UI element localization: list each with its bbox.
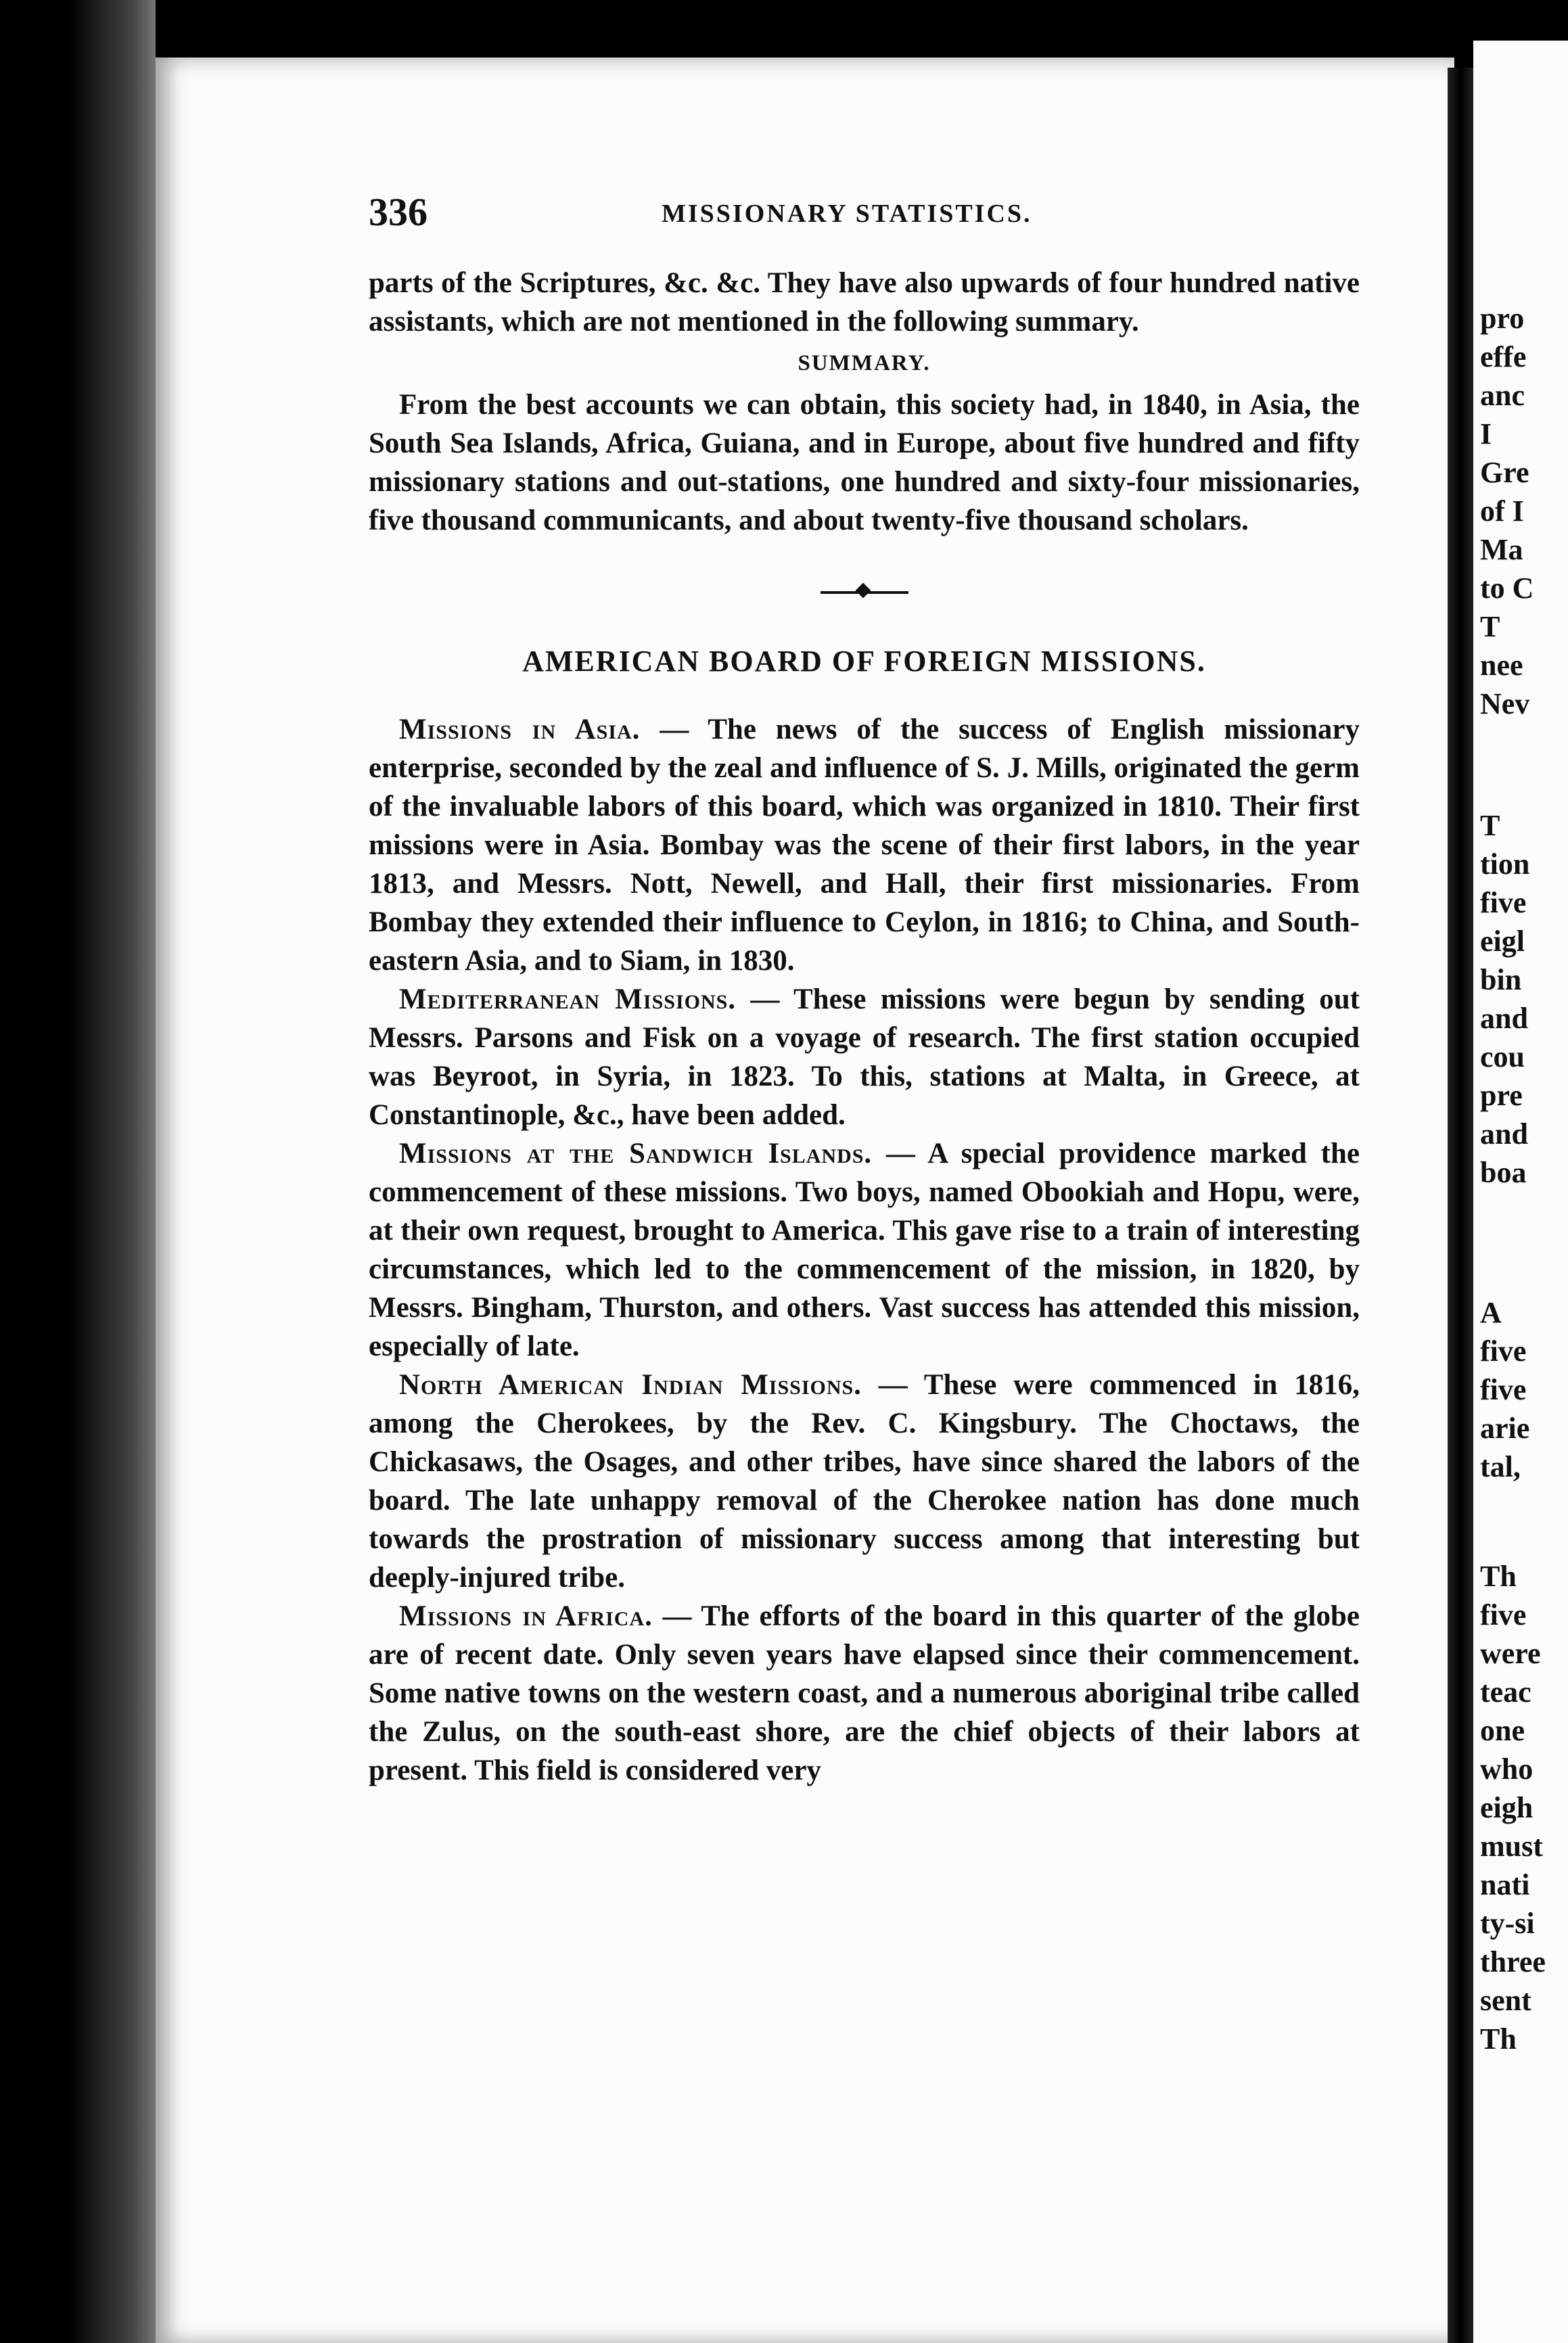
facing-page-line: cou bbox=[1480, 1040, 1525, 1073]
paragraph-text: — The news of the success of English missionary enterprise, seconded by the zeal and influence of S. J. Mills, originated the germ of the invaluable labors of this board, which was organized in 1810. Their first missions were in Asia. Bombay was the scene of their first labors, in the year 1813, and Messrs. Nott, Newell, and Hall, their first missionaries. From Bombay they extended their influence to Ceylon, in 1816; to China, and South-eastern Asia, and to Siam, in 1830. bbox=[369, 714, 1360, 977]
facing-page-line: pre bbox=[1480, 1079, 1523, 1112]
paragraph-text: — These were commenced in 1816, among the Cherokees, by the Rev. C. Kingsbury. The Choctaws, the Chickasaws, the Osages, and other tribes, have since shared the labors of the board. The late unhappy removal of the Cherokee nation has done much towards the prostration of missionary success among that interesting but deeply-injured tribe. bbox=[369, 1369, 1360, 1594]
facing-page-line: Th bbox=[1480, 1560, 1517, 1593]
paragraph-missions-in-africa bbox=[369, 1597, 1360, 1790]
facing-page-line: sent bbox=[1480, 1984, 1531, 2017]
paragraph-lead: Missions at the Sandwich Islands. bbox=[399, 1138, 873, 1169]
paragraph-lead: Mediterranean Missions. bbox=[399, 983, 737, 1015]
facing-page-line: eigl bbox=[1480, 925, 1525, 958]
section-divider-ornament bbox=[369, 540, 1360, 641]
facing-page-line: pro bbox=[1480, 302, 1525, 335]
summary-heading: SUMMARY. bbox=[798, 351, 931, 375]
facing-page-line: I bbox=[1480, 417, 1492, 450]
facing-page-line: T bbox=[1480, 809, 1500, 842]
facing-page-line: five bbox=[1480, 886, 1527, 919]
section-heading: AMERICAN BOARD OF FOREIGN MISSIONS. bbox=[522, 645, 1206, 678]
facing-page-line: one bbox=[1480, 1714, 1525, 1747]
book-spine-shadow bbox=[0, 0, 156, 2343]
facing-page-line: were bbox=[1480, 1637, 1541, 1670]
paragraph-sandwich-islands bbox=[369, 1134, 1360, 1366]
facing-page-line: teac bbox=[1480, 1675, 1531, 1709]
facing-page-line: must bbox=[1480, 1830, 1543, 1863]
paragraph-lead: Missions in Asia. bbox=[399, 714, 641, 745]
facing-page-line: five bbox=[1480, 1598, 1527, 1631]
facing-page-line: nati bbox=[1480, 1868, 1530, 1901]
paragraph-text: — These missions were begun by sending out Messrs. Parsons and Fisk on a voyage of research. The first station occupied was Beyroot, in Syria, in 1823. To this, stations at Malta, in Greece, at Constantinople, &c., have been added. bbox=[369, 983, 1360, 1131]
paragraph-text: — The efforts of the board in this quarter of the globe are of recent date. Only seven years have elapsed since their commencement. Some native towns on the western coast, and a numerous aboriginal tribe called the Zulus, on the south-east shore, are the chief objects of their labors at present. This field is considered very bbox=[369, 1600, 1360, 1786]
facing-page-line: Nev bbox=[1480, 687, 1530, 720]
facing-page-line: T bbox=[1480, 610, 1500, 643]
facing-page-line: nee bbox=[1480, 649, 1523, 682]
paragraph-mediterranean-missions bbox=[369, 980, 1360, 1134]
facing-page-line: tal, bbox=[1480, 1450, 1521, 1483]
facing-page-line: ty-si bbox=[1480, 1907, 1535, 1940]
facing-page-line: five bbox=[1480, 1373, 1527, 1406]
paragraph-lead: North American Indian Missions. bbox=[399, 1369, 862, 1401]
facing-page-line: three bbox=[1480, 1945, 1546, 1978]
facing-page-line: boa bbox=[1480, 1156, 1527, 1189]
facing-page-line: and bbox=[1480, 1117, 1528, 1151]
intro-paragraph: parts of the Scriptures, &c. &c. They have also upwards of four hundred native assistants, which are not mentioned in the following summary. bbox=[369, 267, 1360, 338]
summary-paragraph: From the best accounts we can obtain, this society had, in 1840, in Asia, the South Sea Islands, Africa, Guiana, and in Europe, about five hundred and fifty missionary stations and out-stations, one hundred and sixty-four missionaries, five thousand communicants, and about twenty-five thousand scholars. bbox=[369, 389, 1360, 536]
facing-page-line: arie bbox=[1480, 1412, 1530, 1445]
facing-page-line: Gre bbox=[1480, 456, 1529, 489]
running-title: MISSIONARY STATISTICS. bbox=[662, 200, 1032, 228]
paragraph-text: — A special providence marked the commencement of these missions. Two boys, named Obookiah and Hopu, were, at their own request, brought to America. This gave rise to a train of interesting circumstances, which led to the commencement of the mission, in 1820, by Messrs. Bingham, Thurston, and others. Vast success has attended this mission, especially of late. bbox=[369, 1138, 1360, 1362]
facing-page-line: effe bbox=[1480, 340, 1527, 373]
facing-page-edge bbox=[1473, 41, 1568, 2343]
facing-page-line: and bbox=[1480, 1002, 1528, 1035]
book-gutter bbox=[1448, 68, 1473, 2343]
page-body bbox=[369, 264, 1360, 1790]
facing-page-line: bin bbox=[1480, 963, 1522, 996]
facing-page-line: who bbox=[1480, 1753, 1534, 1786]
facing-page-line: anc bbox=[1480, 379, 1525, 412]
facing-page-line: five bbox=[1480, 1335, 1527, 1368]
running-head bbox=[369, 189, 1363, 237]
facing-page-line: to C bbox=[1480, 572, 1534, 605]
facing-page-line: eigh bbox=[1480, 1791, 1534, 1824]
facing-page-line: A bbox=[1480, 1296, 1502, 1329]
paragraph-missions-in-asia bbox=[369, 710, 1360, 980]
facing-page-line: tion bbox=[1480, 848, 1530, 881]
paragraph-north-american-indian bbox=[369, 1366, 1360, 1597]
facing-page-line: of I bbox=[1480, 494, 1524, 528]
facing-page-line: Ma bbox=[1480, 533, 1523, 566]
page-number: 336 bbox=[369, 190, 428, 234]
paragraph-lead: Missions in Africa. bbox=[399, 1600, 653, 1632]
facing-page-line: Th bbox=[1480, 2022, 1517, 2056]
